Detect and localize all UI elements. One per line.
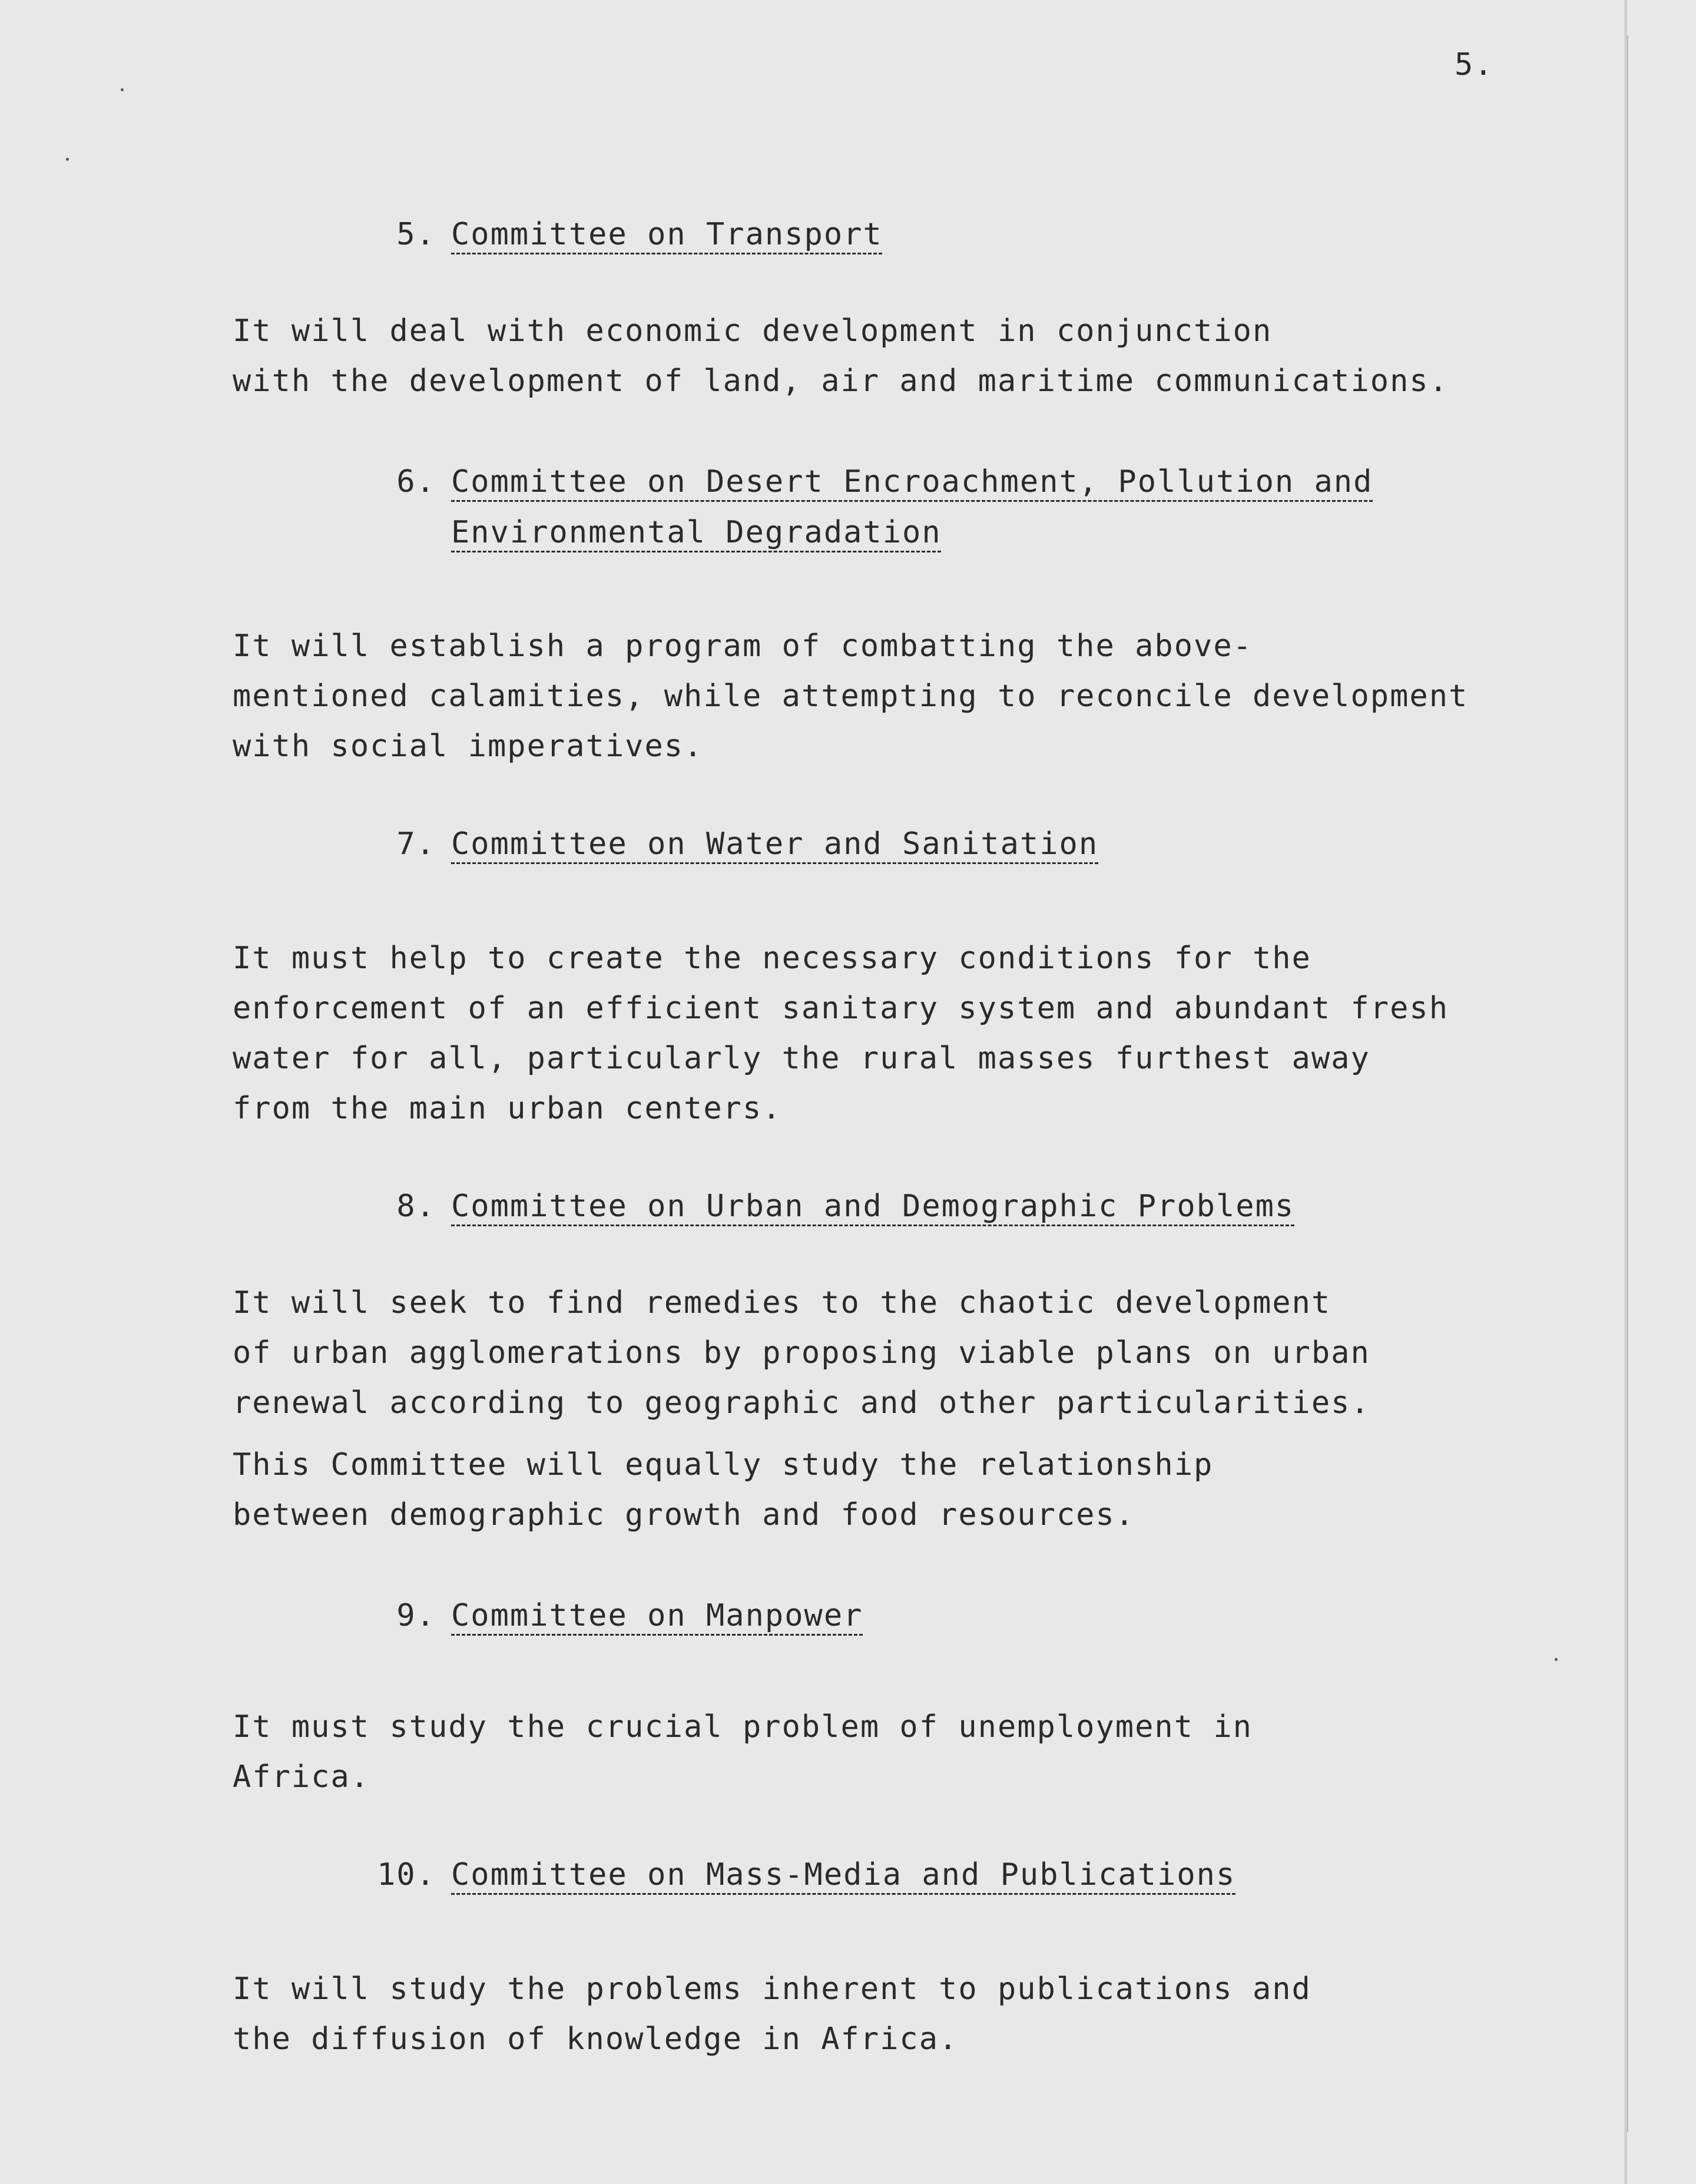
- section-heading-8: [359, 1181, 1294, 1232]
- section-number: 9.: [396, 1598, 436, 1633]
- section-paragraph: It will seek to find remedies to the chaotic development of urban agglomerations by proposing viable plans on urban renewal according to geographic and other particularities.: [233, 1285, 1370, 1421]
- section-number: 10.: [377, 1857, 436, 1892]
- section-paragraph: This Committee will equally study the relationship between demographic growth and food resources.: [233, 1447, 1214, 1533]
- section-title: Committee on Manpower: [451, 1598, 863, 1633]
- section-number: 5.: [396, 217, 436, 252]
- section-paragraph: It must study the crucial problem of unemployment in Africa.: [233, 1709, 1253, 1795]
- section-title: Committee on Desert Encroachment, Pollution and Environmental Degradation: [451, 464, 1373, 550]
- margin-rule: [1627, 35, 1628, 2132]
- page-number: 5.: [1455, 47, 1494, 82]
- paper-speck: [1555, 1658, 1558, 1661]
- section-title: Committee on Water and Sanitation: [451, 826, 1099, 862]
- section-heading-7: [359, 819, 1098, 869]
- page-edge: [1625, 0, 1696, 2184]
- section-title: Committee on Urban and Demographic Problems: [451, 1189, 1295, 1224]
- section-title: Committee on Transport: [451, 217, 883, 252]
- section-paragraph: It must help to create the necessary conditions for the enforcement of an efficient sanitary system and abundant fresh water for all, particularly the rural masses furthest away from the main urban centers.: [233, 941, 1449, 1126]
- section-number: 6.: [396, 464, 436, 499]
- section-heading-9: [359, 1590, 863, 1641]
- paper-speck: [121, 88, 124, 91]
- section-paragraph: It will establish a program of combatting the above- mentioned calamities, while attempting to reconcile development with social imperatives.: [233, 628, 1469, 764]
- section-paragraph: It will deal with economic development in conjunction with the development of land, air and maritime communications.: [233, 313, 1449, 399]
- section-number: 7.: [396, 826, 436, 862]
- section-heading-5: [359, 209, 883, 260]
- paper-speck: [66, 158, 69, 161]
- section-title: Committee on Mass-Media and Publications: [451, 1857, 1236, 1892]
- section-paragraph: It will study the problems inherent to publications and the diffusion of knowledge in Africa.: [233, 1971, 1311, 2057]
- section-number: 8.: [396, 1189, 436, 1224]
- section-heading-10: [359, 1849, 1235, 1900]
- section-heading-6: [359, 456, 1476, 558]
